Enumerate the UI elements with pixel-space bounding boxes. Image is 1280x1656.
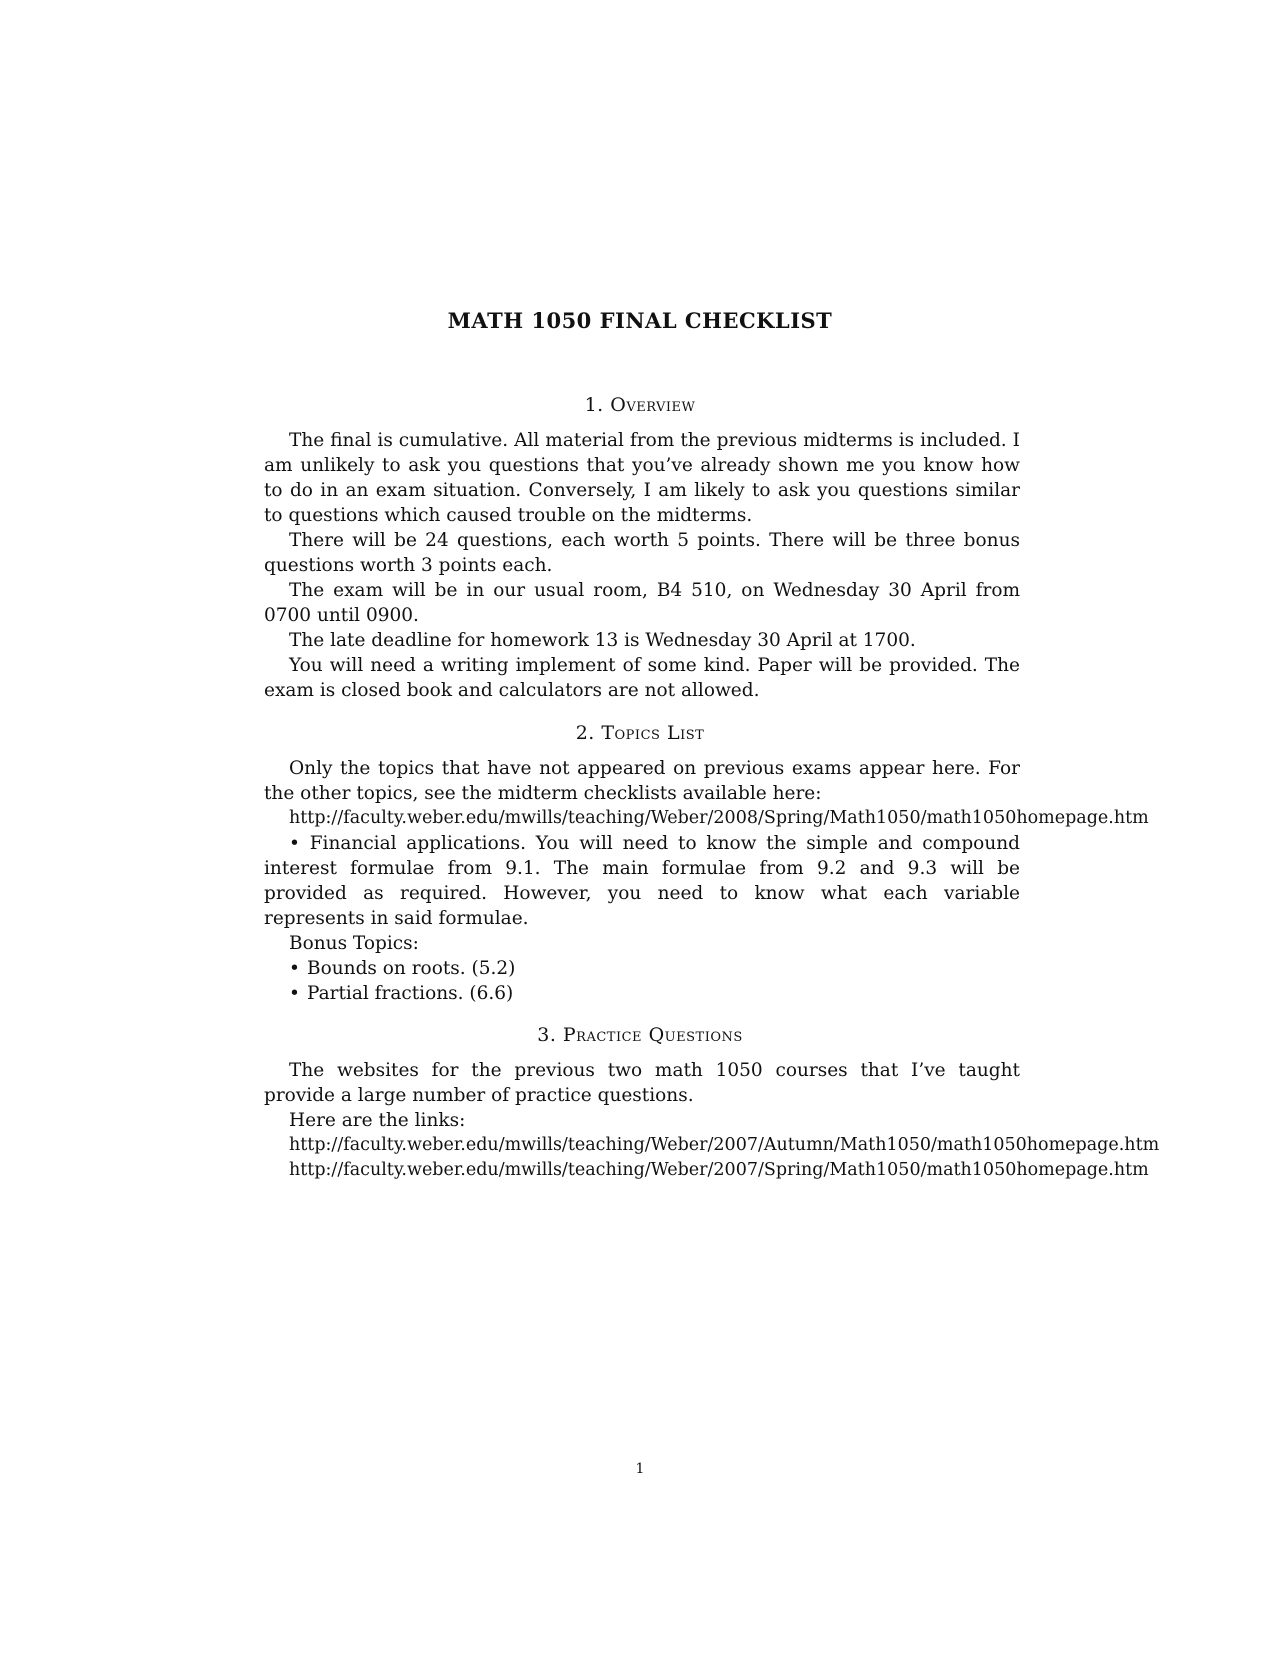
page-number: 1 (635, 1461, 645, 1477)
practice-link-spring-2007[interactable]: http://faculty.weber.edu/mwills/teaching/Weber/2007/Spring/Math1050/math1050homepage.htm (289, 1160, 1149, 1180)
document-title: MATH 1050 FINAL CHECKLIST (447, 308, 833, 333)
bullet-icon: • (289, 958, 300, 979)
section-heading-topics-list: 2. Topics List (575, 722, 705, 744)
bonus-item-label: Bounds on roots. (5.2) (307, 958, 516, 979)
overview-paragraph-room: The exam will be in our usual room, B4 510, on Wednesday 30 April from 0700 until 0900. (264, 580, 1020, 626)
topics-body (264, 756, 1149, 1006)
bonus-item-label: Partial fractions. (6.6) (307, 983, 514, 1004)
section-heading-overview: 1. Overview (584, 394, 696, 416)
topics-intro: Only the topics that have not appeared on previous exams appear here. For the other topics, see the midterm checklists available here: (264, 758, 1020, 804)
bonus-topics-label: Bonus Topics: (289, 933, 419, 954)
practice-body (264, 1058, 1160, 1183)
overview-paragraph-cumulative: The final is cumulative. All material from the previous midterms is included. I am unlikely to ask you questions that you’ve already shown me you know how to do in an exam situation. Conversely, I am likely to ask you questions similar to questions which caused trouble on the midterms. (264, 430, 1020, 526)
overview-paragraph-questions: There will be 24 questions, each worth 5 points. There will be three bonus questions worth 3 points each. (264, 530, 1020, 576)
topics-midterm-link[interactable]: http://faculty.weber.edu/mwills/teaching/Weber/2008/Spring/Math1050/math1050homepage.htm (289, 808, 1149, 828)
bullet-icon: • (289, 983, 300, 1004)
topics-financial-item (264, 831, 1020, 931)
section-heading-practice-questions: 3. Practice Questions (537, 1024, 743, 1046)
overview-paragraph-materials: You will need a writing implement of some kind. Paper will be provided. The exam is closed book and calculators are not allowed. (264, 655, 1020, 701)
overview-paragraph-deadline: The late deadline for homework 13 is Wednesday 30 April at 1700. (289, 630, 916, 651)
bullet-icon: • (289, 833, 300, 854)
overview-body (264, 428, 1020, 703)
bonus-item (264, 981, 1020, 1006)
practice-links-label: Here are the links: (289, 1110, 466, 1131)
bonus-item (264, 956, 1020, 981)
practice-link-autumn-2007[interactable]: http://faculty.weber.edu/mwills/teaching/Weber/2007/Autumn/Math1050/math1050homepage.htm (289, 1135, 1160, 1155)
topics-financial-text: Financial applications. You will need to know the simple and compound interest formulae from 9.1. The main formulae from 9.2 and 9.3 will be provided as required. However, you need to know what each variable represents in said formulae. (264, 833, 1020, 929)
practice-intro: The websites for the previous two math 1050 courses that I’ve taught provide a large number of practice questions. (264, 1060, 1020, 1106)
